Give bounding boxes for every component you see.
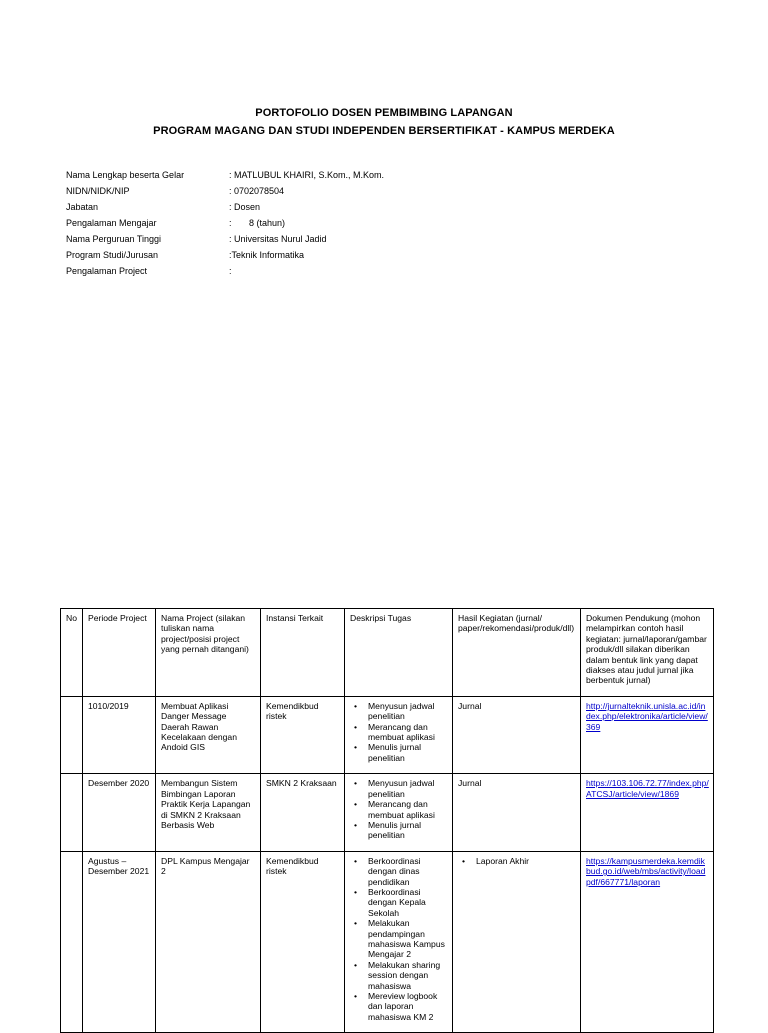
task-list — [350, 701, 448, 763]
profile-value: :Teknik Informatika — [229, 250, 305, 260]
result-item: • Laporan Akhir — [476, 856, 576, 866]
profile-label: NIDN/NIDK/NIP — [66, 186, 130, 196]
table-row — [61, 851, 714, 1033]
header-periode: Periode Project — [83, 609, 156, 697]
task-item: • Melakukan sharing session dengan mahasiswa — [368, 960, 448, 991]
profile-label: Jabatan — [66, 202, 99, 212]
task-item: • Berkoordinasi dengan Kepala Sekolah — [368, 887, 448, 918]
cell-nama-project: Membuat Aplikasi Danger Message Daerah Rawan Kecelakaan dengan Andoid GIS — [156, 696, 261, 773]
cell-instansi: SMKN 2 Kraksaan — [261, 774, 345, 851]
cell-instansi: Kemendikbud ristek — [261, 696, 345, 773]
header-hasil: Hasil Kegiatan (jurnal/ paper/rekomendasi/produk/dll) — [453, 609, 581, 697]
header-instansi: Instansi Terkait — [261, 609, 345, 697]
profile-label: Pengalaman Project — [66, 266, 148, 276]
profile-value: : 8 (tahun) — [229, 218, 286, 228]
cell-no — [61, 696, 83, 773]
cell-deskripsi — [345, 696, 453, 773]
cell-dokumen — [581, 774, 714, 851]
cell-no — [61, 851, 83, 1033]
task-item: • Mereview logbook dan laporan mahasiswa KM 2 — [368, 991, 448, 1022]
task-list — [350, 856, 448, 1023]
cell-hasil — [453, 851, 581, 1033]
profile-value: : MATLUBUL KHAIRI, S.Kom., M.Kom. — [229, 170, 385, 180]
project-table — [60, 608, 714, 1033]
cell-deskripsi — [345, 851, 453, 1033]
table-row — [61, 774, 714, 851]
header-nama-project: Nama Project (silakan tuliskan nama project/posisi project yang pernah ditangani) — [156, 609, 261, 697]
document-link[interactable]: https://kampusmerdeka.kemdikbud.go.id/web/mbs/activity/loadpdf/667771/laporan — [586, 855, 706, 887]
task-list — [350, 778, 448, 840]
profile-label: Pengalaman Mengajar — [66, 218, 157, 228]
cell-periode: Desember 2020 — [83, 774, 156, 851]
cell-dokumen — [581, 851, 714, 1033]
task-item: • Merancang dan membuat aplikasi — [368, 799, 448, 820]
cell-periode: 1010/2019 — [83, 696, 156, 773]
cell-hasil: Jurnal — [453, 774, 581, 851]
profile-value: : 0702078504 — [229, 186, 285, 196]
cell-instansi: Kemendikbud ristek — [261, 851, 345, 1033]
table-row — [61, 696, 714, 773]
cell-dokumen — [581, 696, 714, 773]
task-item: • Menyusun jadwal penelitian — [368, 701, 448, 722]
task-item: • Merancang dan membuat aplikasi — [368, 722, 448, 743]
task-item: • Melakukan pendampingan mahasiswa Kampus Mengajar 2 — [368, 918, 448, 960]
document-link[interactable]: http://jurnalteknik.unisla.ac.id/index.php/elektronika/article/view/369 — [586, 700, 708, 732]
profile-value: : — [229, 266, 232, 276]
profile-value: : Dosen — [229, 202, 261, 212]
cell-nama-project: Membangun Sistem Bimbingan Laporan Praktik Kerja Lapangan di SMKN 2 Kraksaan Berbasis Web — [156, 774, 261, 851]
document-title: PORTOFOLIO DOSEN PEMBIMBING LAPANGAN — [255, 107, 513, 119]
task-item: • Menyusun jadwal penelitian — [368, 778, 448, 799]
profile-label: Nama Lengkap beserta Gelar — [66, 170, 185, 180]
table-header-row — [61, 609, 714, 697]
task-item: • Berkoordinasi dengan dinas pendidikan — [368, 856, 448, 887]
document-subtitle: PROGRAM MAGANG DAN STUDI INDEPENDEN BERSERTIFIKAT - KAMPUS MERDEKA — [153, 125, 615, 137]
cell-periode: Agustus – Desember 2021 — [83, 851, 156, 1033]
cell-hasil: Jurnal — [453, 696, 581, 773]
header-dokumen: Dokumen Pendukung (mohon melampirkan contoh hasil kegiatan: jurnal/laporan/gambar produk/dll silakan diberikan dalam bentuk link yang dapat diakses atau judul jurnal jika berbentuk jurnal) — [581, 609, 714, 697]
cell-nama-project: DPL Kampus Mengajar 2 — [156, 851, 261, 1033]
task-item: • Menulis jurnal penelitian — [368, 820, 448, 841]
task-item: • Menulis jurnal penelitian — [368, 742, 448, 763]
header-no: No — [61, 609, 83, 697]
cell-no — [61, 774, 83, 851]
profile-label: Nama Perguruan Tinggi — [66, 234, 162, 244]
result-list — [458, 856, 576, 866]
profile-value: : Universitas Nurul Jadid — [229, 234, 327, 244]
cell-deskripsi — [345, 774, 453, 851]
profile-label: Program Studi/Jurusan — [66, 250, 159, 260]
document-link[interactable]: https://103.106.72.77/index.php/ATCSJ/article/view/1869 — [586, 778, 709, 799]
header-deskripsi: Deskripsi Tugas — [345, 609, 453, 697]
